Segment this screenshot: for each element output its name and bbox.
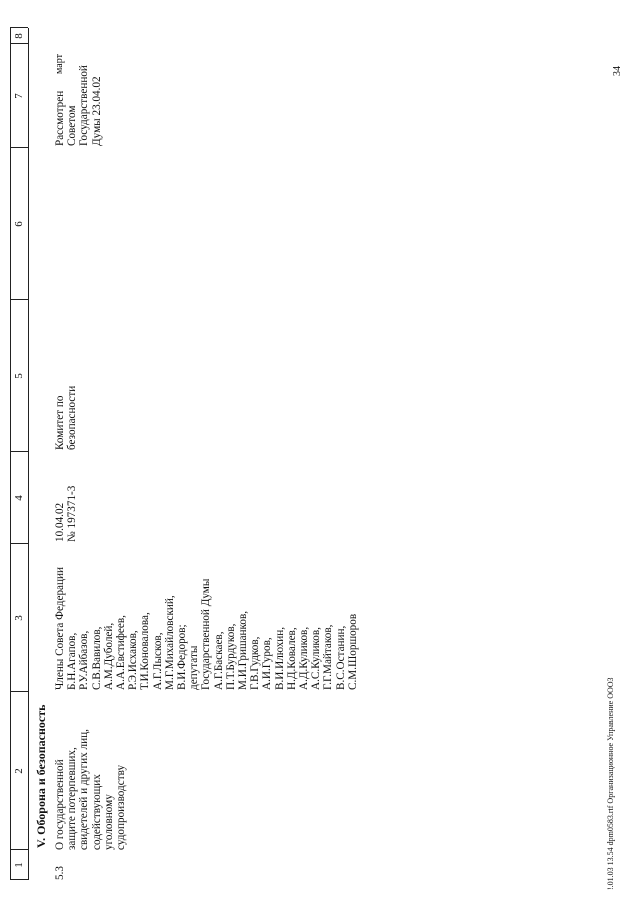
initiator-line: А.И.Гуров, [261,637,274,690]
status-line: Государственной [78,65,91,146]
column-number-8: 8 [13,33,25,39]
status [54,65,103,146]
column-number-4: 4 [13,495,25,501]
initiator-line: А.Г.Лысков, [151,632,164,690]
bill-title-line: свидетелей и других лиц, [78,729,91,850]
bill-title-line: защите потерпевших, [66,747,79,850]
initiator-line: депутаты [188,645,201,690]
initiator-line: А.М.Дуболей, [102,622,115,690]
initiator-line: Б.Н.Агапов, [66,632,79,690]
initiator-line: В.И.Илюхин, [273,626,286,690]
column-number-3: 3 [13,615,25,621]
initiator-line: С.М.Шоршоров [346,613,359,690]
rotated-table [10,20,620,880]
status-line: Рассмотрен [54,90,66,146]
initiator-line: П.Т.Бурдуков, [224,623,237,690]
registration-date: 10.04.02 [54,502,66,542]
committee [54,386,78,450]
status-line: Советом [66,105,79,146]
initiators [54,567,359,690]
page-number: 34 [612,66,623,76]
initiator-line: А.С.Куликов, [310,627,323,690]
initiator-line: Р.Э.Исхаков, [127,630,140,690]
column-number-2: 2 [13,768,25,774]
initiator-line: А.Г.Баскаев, [212,631,225,690]
section-title: V. Оборона и безопасность [34,704,48,848]
bill-title-line: уголовному [102,794,115,850]
initiator-line: Н.Д.Ковалев, [285,627,298,690]
committee-line: безопасности [66,385,79,450]
initiator-line: Р.У.Айбазов, [78,630,91,690]
initiator-line: Г.Г.Майтаков, [322,624,335,690]
header-bottom-border [28,28,29,880]
initiator-line: Члены Совета Федерации [54,567,66,690]
initiator-line: Г.В.Гудков, [249,636,262,690]
initiator-line: А.Д.Куликов, [298,626,311,690]
registration-number: № 197371-3 [66,485,79,542]
initiator-line: В.И.Федоров; [176,624,189,690]
bill-title-line: О государственной [54,759,66,850]
initiator-line: С.В.Вавилов, [90,626,103,690]
bill-title-line: содействующих [90,774,103,850]
registration [54,486,78,542]
bill-title-line: судопроизводству [115,764,128,850]
initiator-line: А.А.Евстифеев, [115,615,128,690]
status-line: Думы 23.04.02 [90,76,103,146]
column-number-6: 6 [13,221,25,227]
committee-line: Комитет по [54,395,66,450]
month: март [54,54,65,74]
initiator-line: М.И.Гришанков, [237,610,250,690]
bill-title [54,729,127,850]
column-number-7: 7 [13,93,25,99]
initiator-line: В.С.Останин, [334,625,347,690]
initiator-line: Государственной Думы [200,578,213,690]
initiator-line: Т.И.Коновалова, [139,612,152,690]
row-number: 5.3 [54,866,66,880]
footer-note: !.01.03 13.54 dpm0583.rtf Организационное Управление ООО3 [606,677,615,890]
initiator-line: М.Г.Михайловский, [163,595,176,690]
column-number-5: 5 [13,373,25,379]
column-number-1: 1 [13,862,25,868]
